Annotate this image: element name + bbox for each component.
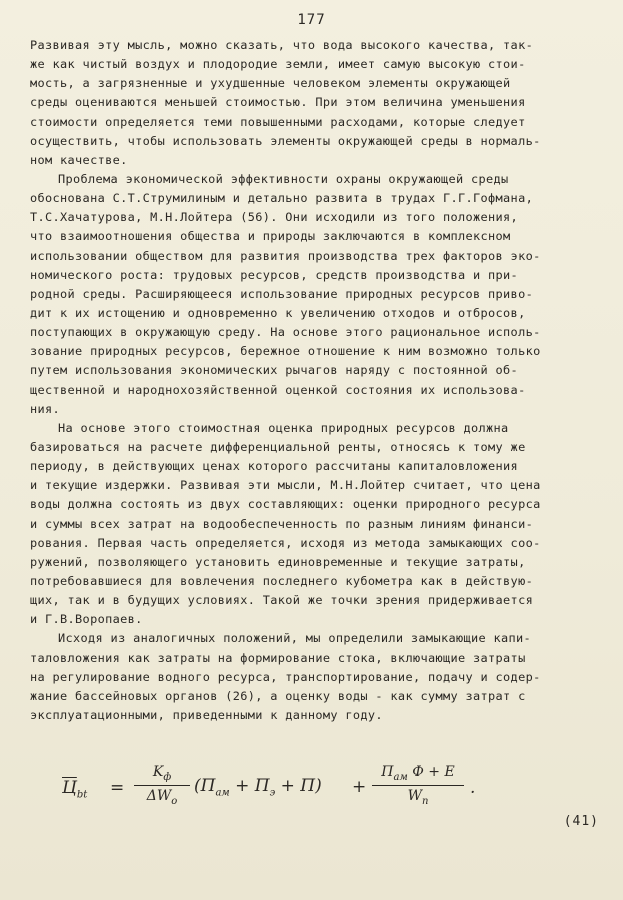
text-line: Исходя из аналогичных положений, мы определили замыкающие капи-	[58, 631, 532, 646]
text-line: обоснована С.Т.Струмилиным и детально развита в трудах Г.Г.Гофмана,	[30, 191, 534, 206]
text-line: использовании обществом для развития производства трех факторов эко-	[30, 248, 541, 263]
text-line: среды оцениваются меньшей стоимостью. При этом величина уменьшения	[30, 95, 526, 110]
frac1-denominator: ΔW	[146, 787, 172, 804]
frac1-numerator: K	[152, 764, 164, 780]
text-line: поступающих в окружающую среду. На основе этого рациональное исполь-	[30, 325, 541, 340]
text-line: и текущие издержки. Развивая эти мысли, М.Н.Лойтер считает, что цена	[30, 478, 541, 493]
text-line: дит к их истощению и одновременно к увеличению отходов и отбросов,	[30, 305, 526, 320]
text-line: щих, так и в будущих условиях. Такой же точки зрения придерживается	[30, 593, 534, 608]
formula-fraction-2	[372, 764, 464, 807]
formula-lhs	[62, 778, 87, 800]
text-line: эксплуатационными, приведенными к данному году.	[30, 707, 383, 722]
text-line: и Г.В.Воропаев.	[30, 612, 143, 627]
text-line: жание бассейновых органов (26), а оценку воды - как сумму затрат с	[30, 688, 526, 703]
text-line: рования. Первая часть определяется, исходя из метода замыкающих соо-	[30, 535, 541, 550]
text-line: ном качестве.	[30, 152, 128, 167]
frac1-numerator-sub: ф	[163, 771, 172, 783]
formula-lhs-symbol: Ц	[62, 778, 77, 798]
equation-number: (41)	[563, 814, 599, 829]
text-line: ния.	[30, 401, 61, 416]
frac1-denominator-sub: o	[171, 795, 178, 807]
text-line: щественной и народнохозяйственной оценкой состояния их использова-	[30, 382, 526, 397]
text-line: воды должна состоять из двух составляющих: оценки природного ресурса	[30, 497, 541, 512]
text-line: Развивая эту мысль, можно сказать, что вода высокого качества, так-	[30, 38, 534, 52]
frac2-numerator: П	[381, 764, 394, 780]
paren-sub-2: э	[269, 787, 276, 799]
formula-period: .	[470, 778, 476, 798]
text-line: и суммы всех затрат на водообеспеченность по разным линиям финанси-	[30, 516, 534, 531]
page-number: 177	[297, 12, 326, 28]
text-line: потребовавшиеся для вовлечения последнего кубометра как в действую-	[30, 573, 534, 588]
text-line: путем использования экономических рычагов наряду с постоянной об-	[30, 363, 519, 378]
text-line: Т.С.Хачатурова, М.Н.Лойтера (56). Они исходили из того положения,	[30, 210, 519, 225]
paren-sub-1: ам	[215, 787, 230, 799]
text-line: зование природных ресурсов, бережное отношение к ним возможно только	[30, 344, 541, 359]
text-line: периоду, в действующих ценах которого рассчитаны капиталовложения	[30, 459, 519, 474]
text-line: что взаимоотношения общества и природы заключаются в комплексном	[30, 229, 511, 244]
text-line: мость, а загрязненные и ухудшенные человеком элементы окружающей	[30, 76, 511, 91]
text-line: ружений, позволяющего установить единовременные и текущие затраты,	[30, 554, 526, 569]
body-text	[30, 36, 600, 725]
text-line: родной среды. Расширяющееся использование природных ресурсов приво-	[30, 286, 534, 301]
formula-parenthesis	[194, 776, 322, 798]
text-line: осуществить, чтобы использовать элементы окружающей среды в нормаль-	[30, 133, 541, 148]
formula-equals: =	[110, 778, 125, 798]
formula	[62, 760, 582, 820]
formula-fraction-1	[134, 764, 190, 807]
frac2-numerator-rest: Ф + E	[407, 764, 455, 780]
paren-mid: + П	[229, 776, 270, 796]
text-line: стоимости определяется теми повышенными расходами, которые следует	[30, 114, 526, 129]
paren-end: + П)	[275, 776, 322, 796]
frac2-numerator-sub: ам	[393, 771, 408, 783]
text-line: На основе этого стоимостная оценка природных ресурсов должна	[58, 420, 509, 435]
frac2-denominator: W	[407, 787, 422, 804]
paren-start: (П	[194, 776, 216, 796]
text-line: номического роста: трудовых ресурсов, средств производства и при-	[30, 267, 519, 282]
text-line: базироваться на расчете дифференциальной ренты, относясь к тому же	[30, 439, 526, 454]
text-line: Проблема экономической эффективности охраны окружающей среды	[58, 171, 509, 186]
formula-plus: +	[352, 777, 367, 797]
text-line: на регулирование водного ресурса, транспортирование, подачу и содер-	[30, 669, 541, 684]
frac2-denominator-sub: п	[421, 795, 429, 807]
text-line: же как чистый воздух и плодородие земли, имеет самую высокую стои-	[30, 57, 526, 72]
formula-lhs-sub: bt	[76, 789, 88, 801]
text-line: таловложения как затраты на формирование стока, включающие затраты	[30, 650, 526, 665]
